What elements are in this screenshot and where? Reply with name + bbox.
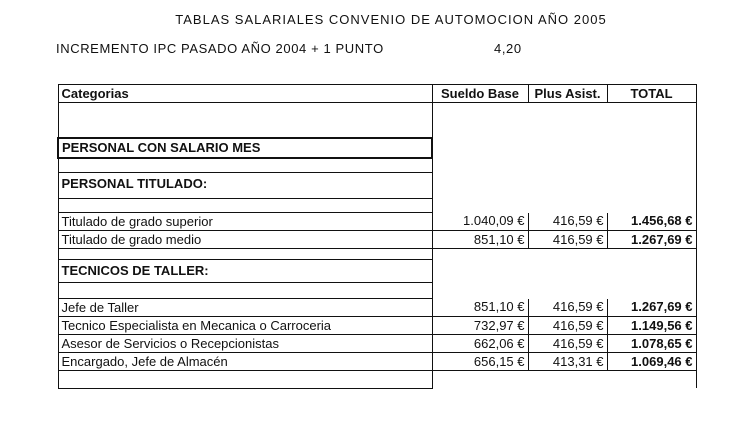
row-categoria: Encargado, Jefe de Almacén bbox=[58, 353, 432, 371]
row-total: 1.078,65 € bbox=[607, 335, 696, 353]
row-categoria: Titulado de grado superior bbox=[58, 213, 432, 231]
table-row bbox=[58, 213, 696, 231]
table-header-row bbox=[58, 85, 696, 103]
ipc-increment-label: INCREMENTO IPC PASADO AÑO 2004 + 1 PUNTO bbox=[56, 41, 384, 56]
row-categoria: Titulado de grado medio bbox=[58, 231, 432, 249]
blank-row bbox=[58, 249, 696, 260]
table-row bbox=[58, 317, 696, 335]
row-categoria: Jefe de Taller bbox=[58, 299, 432, 317]
blank-row bbox=[58, 371, 696, 389]
row-total: 1.267,69 € bbox=[607, 299, 696, 317]
row-sueldo-base: 656,15 € bbox=[432, 353, 528, 371]
table-row bbox=[58, 231, 696, 249]
row-sueldo-base: 1.040,09 € bbox=[432, 213, 528, 231]
section-label-titulado: PERSONAL TITULADO: bbox=[58, 173, 432, 199]
table-row bbox=[58, 299, 696, 317]
row-plus-asist: 416,59 € bbox=[528, 231, 607, 249]
row-categoria: Asesor de Servicios o Recepcionistas bbox=[58, 335, 432, 353]
column-header-total: TOTAL bbox=[607, 85, 696, 103]
row-plus-asist: 416,59 € bbox=[528, 213, 607, 231]
row-plus-asist: 413,31 € bbox=[528, 353, 607, 371]
row-categoria: Tecnico Especialista en Mecanica o Carroceria bbox=[58, 317, 432, 335]
row-total: 1.267,69 € bbox=[607, 231, 696, 249]
column-header-categorias: Categorias bbox=[58, 85, 432, 103]
row-total: 1.456,68 € bbox=[607, 213, 696, 231]
row-plus-asist: 416,59 € bbox=[528, 317, 607, 335]
row-sueldo-base: 662,06 € bbox=[432, 335, 528, 353]
table-row bbox=[58, 335, 696, 353]
section-label-tecnicos: TECNICOS DE TALLER: bbox=[58, 260, 432, 283]
section-label-mes: PERSONAL CON SALARIO MES bbox=[58, 138, 432, 158]
row-sueldo-base: 851,10 € bbox=[432, 299, 528, 317]
column-header-sueldo-base: Sueldo Base bbox=[432, 85, 528, 103]
document-title: TABLAS SALARIALES CONVENIO DE AUTOMOCION AÑO 2005 bbox=[175, 12, 607, 27]
salary-table bbox=[57, 84, 697, 389]
row-plus-asist: 416,59 € bbox=[528, 299, 607, 317]
row-sueldo-base: 851,10 € bbox=[432, 231, 528, 249]
ipc-increment-value: 4,20 bbox=[494, 41, 522, 56]
row-sueldo-base: 732,97 € bbox=[432, 317, 528, 335]
row-plus-asist: 416,59 € bbox=[528, 335, 607, 353]
table-row bbox=[58, 353, 696, 371]
row-total: 1.149,56 € bbox=[607, 317, 696, 335]
column-header-plus-asist: Plus Asist. bbox=[528, 85, 607, 103]
row-total: 1.069,46 € bbox=[607, 353, 696, 371]
blank-row bbox=[58, 103, 696, 139]
